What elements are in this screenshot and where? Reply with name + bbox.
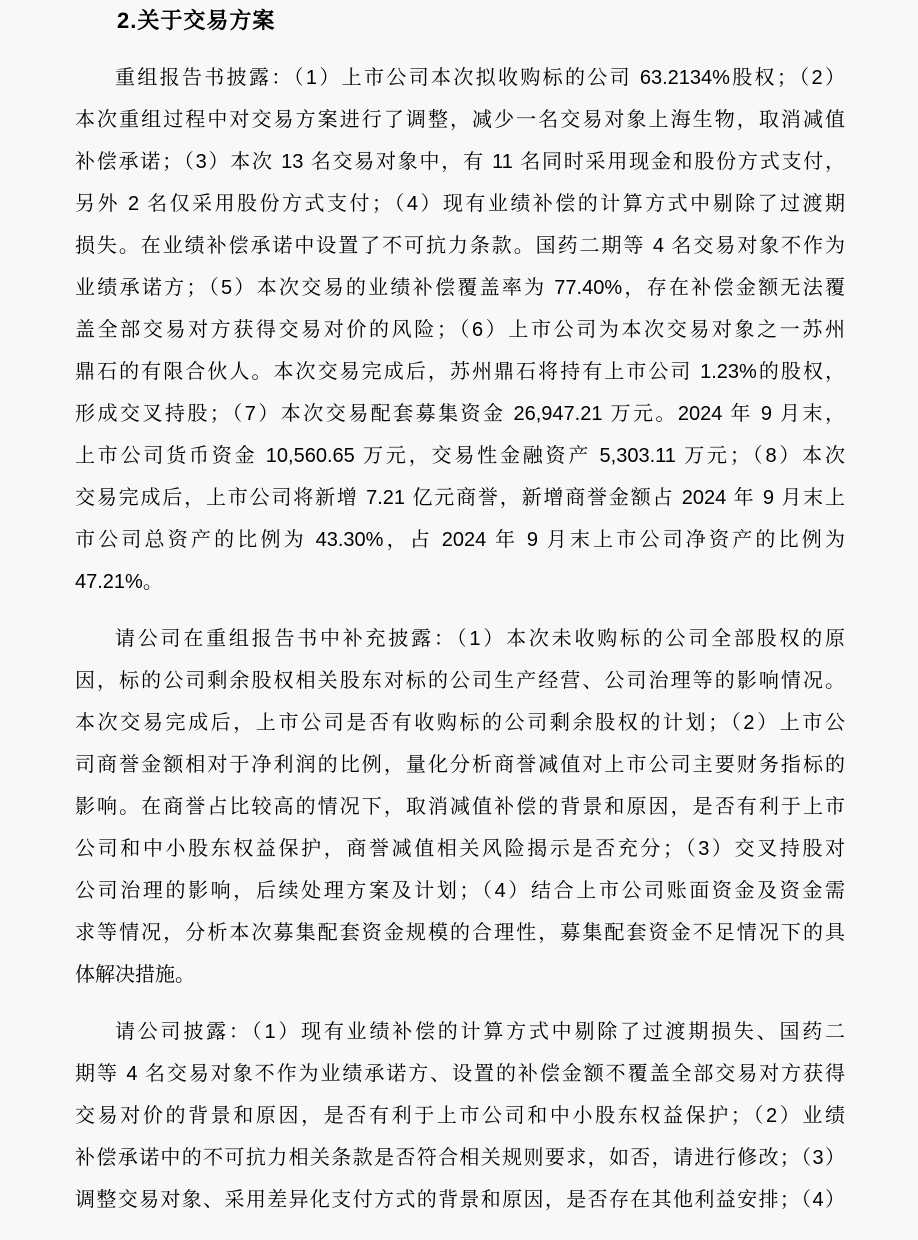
text-line: 上市公司货币资金 10,560.65 万元，交易性金融资产 5,303.11 万元；（8）本次 xyxy=(75,445,845,467)
text-line: 业绩承诺方；（5）本次交易的业绩补偿覆盖率为 77.40%，存在补偿金额无法覆 xyxy=(75,277,845,299)
text-line: 交易对价的背景和原因，是否有利于上市公司和中小股东权益保护；（2）业绩 xyxy=(75,1105,845,1127)
paragraph-disclosure-request xyxy=(75,1011,845,1221)
section-heading: 2.关于交易方案 xyxy=(117,8,276,33)
text-line: 补偿承诺中的不可抗力相关条款是否符合相关规则要求，如否，请进行修改；（3） xyxy=(75,1147,845,1169)
text-line: 本次交易完成后，上市公司是否有收购标的公司剩余股权的计划；（2）上市公 xyxy=(75,712,845,734)
text-line: 请公司披露：（1）现有业绩补偿的计算方式中剔除了过渡期损失、国药二 xyxy=(115,1021,845,1043)
text-line: 公司和中小股东权益保护，商誉减值相关风险揭示是否充分；（3）交叉持股对 xyxy=(75,838,845,860)
text-line: 因，标的公司剩余股权相关股东对标的公司生产经营、公司治理等的影响情况。 xyxy=(75,670,845,692)
text-line: 求等情况，分析本次募集配套资金规模的合理性，募集配套资金不足情况下的具 xyxy=(75,922,845,944)
text-line: 体解决措施。 xyxy=(75,964,195,986)
text-line: 形成交叉持股；（7）本次交易配套募集资金 26,947.21 万元。2024 年 9 月末， xyxy=(75,403,845,425)
paragraph-disclosure-summary xyxy=(75,57,845,603)
text-line: 请公司在重组报告书中补充披露：（1）本次未收购标的公司全部股权的原 xyxy=(115,628,845,650)
text-line: 影响。在商誉占比较高的情况下，取消减值补偿的背景和原因，是否有利于上市 xyxy=(75,796,845,818)
text-line: 损失。在业绩补偿承诺中设置了不可抗力条款。国药二期等 4 名交易对象不作为 xyxy=(75,235,845,257)
text-line: 期等 4 名交易对象不作为业绩承诺方、设置的补偿金额不覆盖全部交易对方获得 xyxy=(75,1063,845,1085)
text-line: 本次重组过程中对交易方案进行了调整，减少一名交易对象上海生物，取消减值 xyxy=(75,109,845,131)
text-line: 补偿承诺；（3）本次 13 名交易对象中，有 11 名同时采用现金和股份方式支付， xyxy=(75,151,845,173)
text-line: 重组报告书披露：（1）上市公司本次拟收购标的公司 63.2134%股权；（2） xyxy=(115,67,845,89)
text-line: 调整交易对象、采用差异化支付方式的背景和原因，是否存在其他利益安排；（4） xyxy=(75,1189,845,1211)
text-line: 交易完成后，上市公司将新增 7.21 亿元商誉，新增商誉金额占 2024 年 9 月末上 xyxy=(75,487,845,509)
text-line: 公司治理的影响，后续处理方案及计划；（4）结合上市公司账面资金及资金需 xyxy=(75,880,845,902)
text-line: 47.21%。 xyxy=(75,571,163,593)
text-line: 司商誉金额相对于净利润的比例，量化分析商誉减值对上市公司主要财务指标的 xyxy=(75,754,845,776)
text-line: 另外 2 名仅采用股份方式支付；（4）现有业绩补偿的计算方式中剔除了过渡期 xyxy=(75,193,845,215)
text-line: 市公司总资产的比例为 43.30%，占 2024 年 9 月末上市公司净资产的比例为 xyxy=(75,529,845,551)
text-line: 鼎石的有限合伙人。本次交易完成后，苏州鼎石将持有上市公司 1.23%的股权， xyxy=(75,361,845,383)
paragraph-supplementary-disclosure-request xyxy=(75,618,845,996)
text-line: 盖全部交易对方获得交易对价的风险；（6）上市公司为本次交易对象之一苏州 xyxy=(75,319,845,341)
